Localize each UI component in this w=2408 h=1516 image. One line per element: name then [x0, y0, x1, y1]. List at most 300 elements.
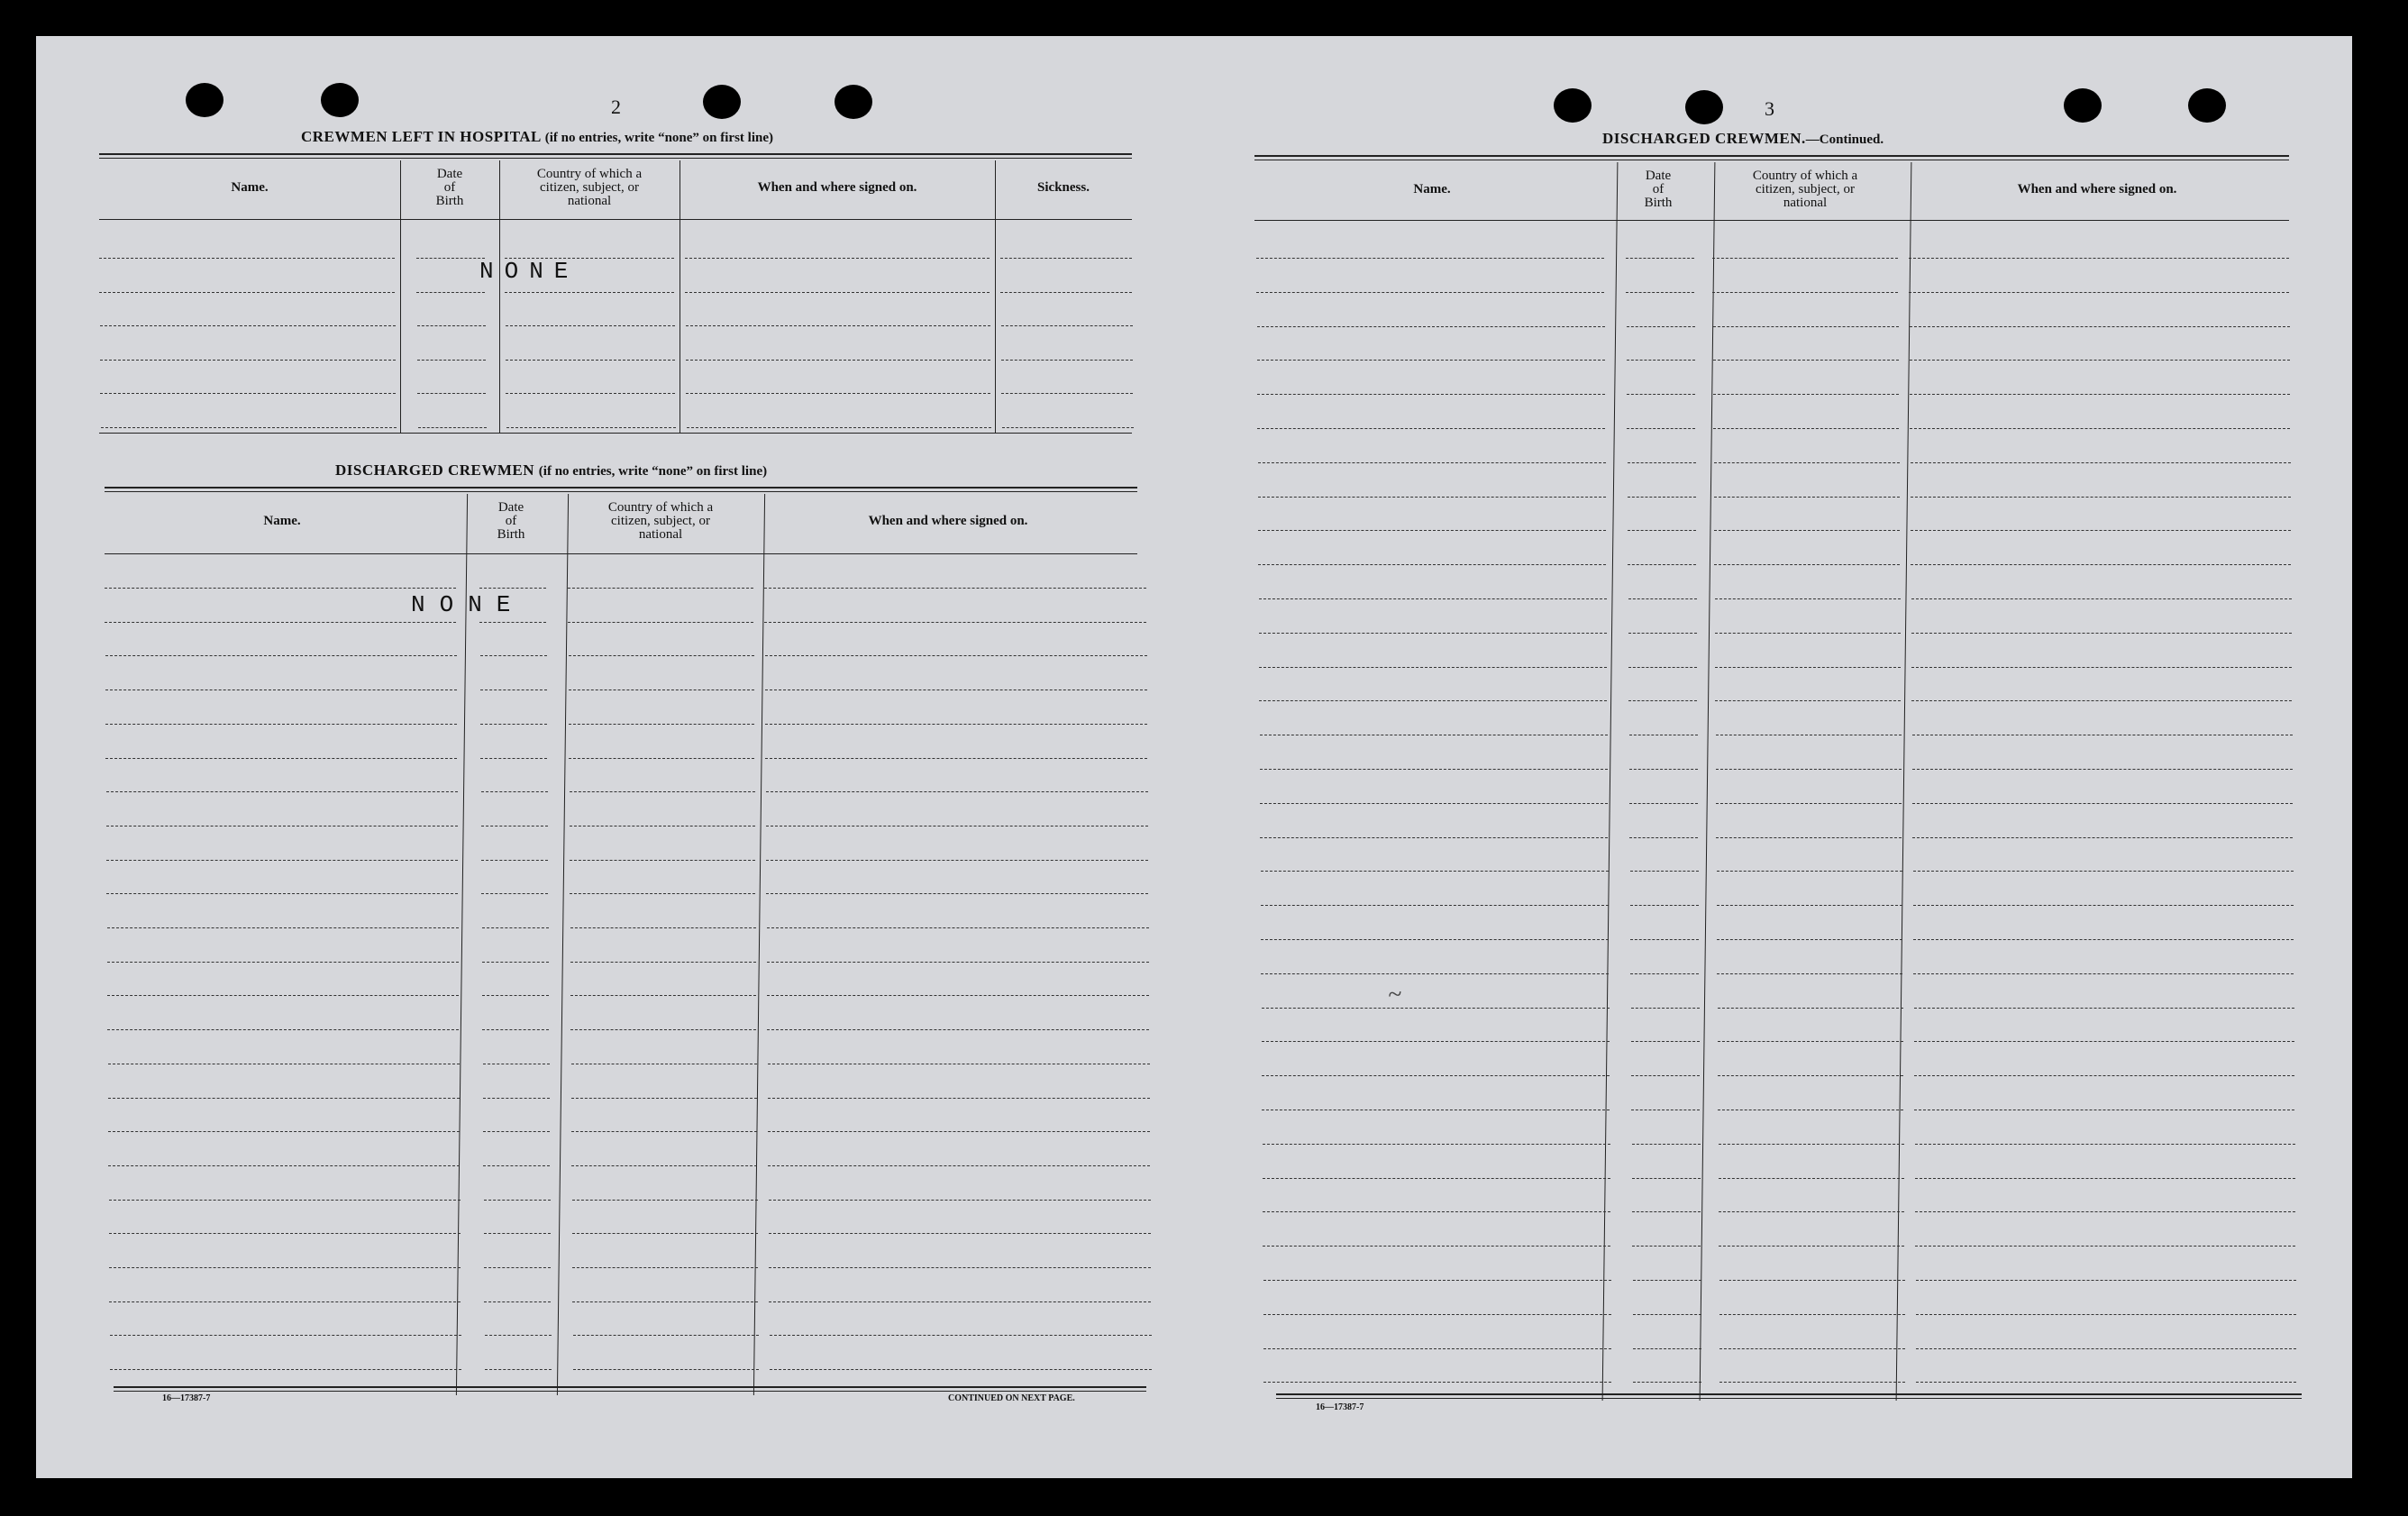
entry-row-line: [1629, 803, 1698, 804]
entry-row-line: [1719, 1211, 1904, 1212]
entry-row-line: [506, 427, 676, 428]
col-header-country: [562, 501, 759, 542]
header-rule: [1254, 220, 2289, 221]
dob-line: Date: [436, 167, 463, 181]
entry-row-line: [1628, 700, 1697, 701]
entry-row-line: [571, 1098, 757, 1099]
entry-row-line: [764, 588, 1146, 589]
col-header-dob: [400, 168, 499, 208]
entry-row-line: [107, 995, 459, 996]
entry-row-line: [1261, 939, 1609, 940]
entry-row-line: [1718, 1041, 1903, 1042]
entry-row-line: [573, 1369, 759, 1370]
entry-row-line: [110, 1335, 461, 1336]
entry-row-line: [1912, 803, 2293, 804]
entry-row-line: [109, 1267, 461, 1268]
entry-row-line: [107, 962, 459, 963]
dob-line: of: [1652, 182, 1665, 196]
entry-row-line: [1715, 598, 1901, 599]
entry-row-line: [770, 1335, 1152, 1336]
entry-row-line: [106, 860, 458, 861]
entry-row-line: [1715, 667, 1901, 668]
entry-row-line: [1630, 973, 1699, 974]
entry-row-line: [686, 325, 990, 326]
country-line: national: [1783, 196, 1828, 210]
entry-row-line: [506, 325, 675, 326]
entry-row-line: [570, 927, 756, 928]
entry-row-line: [1633, 1280, 1701, 1281]
entry-row-line: [1000, 258, 1132, 259]
entry-row-line: [570, 893, 755, 894]
entry-row-line: [417, 393, 486, 394]
entry-row-line: [1257, 394, 1605, 395]
entry-row-line: [106, 791, 458, 792]
entry-row-line: [1916, 1348, 2296, 1349]
punch-hole: [1685, 90, 1723, 124]
entry-row-line: [1913, 939, 2294, 940]
discharged-section-title: [335, 461, 767, 479]
punch-hole: [2064, 88, 2102, 123]
entry-row-line: [483, 1098, 550, 1099]
entry-row-line: [1633, 1348, 1701, 1349]
entry-row-line: [1263, 1280, 1611, 1281]
col-header-signed-on: When and where signed on.: [757, 180, 917, 195]
entry-row-line: [1632, 1246, 1701, 1247]
entry-row-line: [1911, 530, 2291, 531]
continued-title-text: DISCHARGED CREWMEN.: [1602, 130, 1806, 147]
entry-row-line: [1632, 1211, 1701, 1212]
entry-row-line: [687, 427, 991, 428]
entry-row-line: [1715, 700, 1901, 701]
hospital-instruction: (if no entries, write “none” on first line): [544, 131, 773, 145]
entry-row-line: [1911, 598, 2292, 599]
entry-row-line: [1910, 360, 2290, 361]
entry-row-line: [1260, 837, 1608, 838]
entry-row-line: [1259, 598, 1607, 599]
entry-row-line: [482, 995, 549, 996]
entry-row-line: [569, 758, 754, 759]
entry-row-line: [1718, 1008, 1903, 1009]
entry-row-line: [571, 1131, 757, 1132]
entry-row-line: [1713, 394, 1899, 395]
entry-row-line: [1912, 837, 2293, 838]
entry-row-line: [1909, 292, 2289, 293]
entry-row-line: [1712, 258, 1898, 259]
country-line: citizen, subject, or: [611, 514, 710, 528]
faint-handwritten-mark: ~: [1386, 980, 1403, 1009]
entry-row-line: [484, 1233, 551, 1234]
country-line: citizen, subject, or: [540, 180, 639, 195]
country-line: national: [567, 194, 612, 208]
entry-row-line: [1717, 871, 1902, 872]
entry-row-line: [505, 292, 674, 293]
entry-row-line: [483, 1165, 550, 1166]
entry-row-line: [1256, 292, 1604, 293]
entry-row-line: [1632, 1178, 1701, 1179]
entry-row-line: [1913, 871, 2294, 872]
entry-row-line: [568, 588, 753, 589]
page-number: 3: [1765, 97, 1774, 120]
entry-row-line: [484, 1301, 551, 1302]
entry-row-line: [765, 655, 1147, 656]
entry-row-line: [1628, 462, 1696, 463]
entry-row-line: [1719, 1144, 1904, 1145]
entry-row-line: [416, 258, 485, 259]
punch-hole: [2188, 88, 2226, 123]
entry-row-line: [769, 1301, 1151, 1302]
entry-row-line: [569, 724, 754, 725]
entry-row-line: [1263, 1178, 1610, 1179]
col-header-name: Name.: [263, 514, 301, 528]
entry-row-line: [1263, 1382, 1611, 1383]
entry-row-line: [766, 893, 1148, 894]
column-divider: [1602, 162, 1619, 1401]
entry-row-line: [1257, 360, 1605, 361]
entry-row-line: [1718, 1075, 1903, 1076]
entry-row-line: [1909, 258, 2289, 259]
entry-row-line: [1714, 497, 1900, 498]
form-number: 16—17387-7: [1316, 1402, 1364, 1412]
entry-row-line: [767, 995, 1149, 996]
entry-row-line: [1632, 1144, 1701, 1145]
entry-row-line: [1002, 427, 1134, 428]
entry-row-line: [1714, 530, 1900, 531]
entry-row-line: [1629, 769, 1698, 770]
entry-row-line: [1628, 633, 1697, 634]
none-stamp: NONE: [411, 591, 525, 618]
column-divider: [995, 160, 996, 433]
entry-row-line: [1914, 1008, 2294, 1009]
entry-row-line: [108, 1131, 460, 1132]
entry-row-line: [483, 1131, 550, 1132]
col-header-country: [1707, 169, 1903, 210]
entry-row-line: [1716, 803, 1902, 804]
entry-row-line: [1717, 973, 1902, 974]
column-divider: [753, 494, 765, 1395]
entry-row-line: [1258, 564, 1606, 565]
dob-line: Date: [497, 500, 524, 515]
col-header-name: Name.: [1413, 182, 1451, 196]
entry-row-line: [686, 360, 990, 361]
entry-row-line: [1263, 1348, 1611, 1349]
entry-row-line: [1262, 1008, 1610, 1009]
entry-row-line: [1627, 326, 1695, 327]
entry-row-line: [101, 427, 397, 428]
entry-row-line: [1915, 1144, 2295, 1145]
section-rule: [99, 153, 1132, 159]
entry-row-line: [1260, 769, 1608, 770]
entry-row-line: [1631, 1041, 1700, 1042]
entry-row-line: [766, 860, 1148, 861]
entry-row-line: [1262, 1075, 1610, 1076]
entry-row-line: [1714, 462, 1900, 463]
entry-row-line: [1627, 428, 1695, 429]
entry-row-line: [1259, 667, 1607, 668]
dob-line: Birth: [497, 527, 525, 542]
entry-row-line: [570, 962, 756, 963]
entry-row-line: [1911, 667, 2292, 668]
section-rule: [105, 487, 1137, 492]
entry-row-line: [480, 758, 547, 759]
entry-row-line: [767, 927, 1149, 928]
dob-line: of: [443, 180, 456, 195]
entry-row-line: [769, 1233, 1151, 1234]
entry-row-line: [1716, 769, 1902, 770]
entry-row-line: [485, 1335, 552, 1336]
entry-row-line: [1715, 633, 1901, 634]
discharged-instruction: (if no entries, write “none” on first line): [538, 464, 768, 479]
entry-row-line: [571, 1165, 757, 1166]
entry-row-line: [1259, 700, 1607, 701]
country-line: Country of which a: [1752, 169, 1858, 183]
entry-row-line: [1911, 700, 2292, 701]
entry-row-line: [570, 995, 756, 996]
entry-row-line: [481, 893, 548, 894]
entry-row-line: [1719, 1246, 1904, 1247]
entry-row-line: [1629, 837, 1698, 838]
entry-row-line: [768, 1165, 1150, 1166]
entry-row-line: [481, 860, 548, 861]
entry-row-line: [479, 622, 546, 623]
entry-row-line: [480, 724, 547, 725]
dob-line: Birth: [435, 194, 464, 208]
entry-row-line: [1261, 905, 1609, 906]
entry-row-line: [1630, 939, 1699, 940]
entry-row-line: [1717, 939, 1902, 940]
entry-row-line: [1914, 1075, 2294, 1076]
entry-row-line: [105, 724, 457, 725]
entry-row-line: [768, 1098, 1150, 1099]
entry-row-line: [1262, 1041, 1610, 1042]
entry-row-line: [1263, 1144, 1610, 1145]
entry-row-line: [767, 962, 1149, 963]
entry-row-line: [1628, 530, 1696, 531]
punch-hole: [186, 83, 223, 117]
entry-row-line: [570, 860, 755, 861]
entry-row-line: [506, 393, 675, 394]
entry-row-line: [1713, 428, 1899, 429]
entry-row-line: [1261, 973, 1609, 974]
entry-row-line: [105, 758, 457, 759]
entry-row-line: [1913, 973, 2294, 974]
entry-row-line: [1630, 905, 1699, 906]
entry-row-line: [569, 655, 754, 656]
entry-row-line: [769, 1267, 1151, 1268]
entry-row-line: [1911, 564, 2291, 565]
entry-row-line: [769, 1200, 1151, 1201]
entry-row-line: [685, 258, 990, 259]
col-header-name: Name.: [231, 180, 269, 195]
entry-row-line: [765, 758, 1147, 759]
entry-row-line: [100, 360, 396, 361]
entry-row-line: [99, 292, 395, 293]
dob-line: Birth: [1644, 196, 1673, 210]
discharged-title-text: DISCHARGED CREWMEN: [335, 461, 535, 479]
entry-row-line: [1000, 292, 1132, 293]
entry-row-line: [1915, 1178, 2295, 1179]
entry-row-line: [1626, 292, 1694, 293]
entry-row-line: [1258, 462, 1606, 463]
table-bottom-rule: [1276, 1393, 2302, 1399]
entry-row-line: [764, 622, 1146, 623]
country-line: national: [638, 527, 683, 542]
entry-row-line: [1716, 837, 1902, 838]
entry-row-line: [417, 360, 486, 361]
entry-row-line: [1263, 1211, 1610, 1212]
entry-row-line: [1911, 497, 2291, 498]
entry-row-line: [766, 791, 1148, 792]
entry-row-line: [1260, 803, 1608, 804]
entry-row-line: [1914, 1041, 2294, 1042]
entry-row-line: [1263, 1246, 1610, 1247]
entry-row-line: [770, 1369, 1152, 1370]
entry-row-line: [1633, 1314, 1701, 1315]
col-header-country: [499, 168, 680, 208]
entry-row-line: [480, 655, 547, 656]
entry-row-line: [485, 1369, 552, 1370]
entry-row-line: [1628, 564, 1696, 565]
entry-row-line: [768, 1131, 1150, 1132]
entry-row-line: [1915, 1211, 2295, 1212]
entry-row-line: [570, 1029, 756, 1030]
page-number: 2: [611, 96, 621, 118]
entry-row-line: [109, 1301, 461, 1302]
punch-hole: [321, 83, 359, 117]
entry-row-line: [106, 893, 458, 894]
entry-row-line: [1713, 360, 1899, 361]
entry-row-line: [572, 1301, 758, 1302]
discharged-continued-title: [1602, 130, 1884, 148]
entry-row-line: [1714, 564, 1900, 565]
entry-row-line: [572, 1233, 758, 1234]
hospital-title-text: CREWMEN LEFT IN HOSPITAL: [301, 128, 541, 145]
entry-row-line: [1719, 1280, 1905, 1281]
country-line: Country of which a: [607, 500, 714, 515]
entry-row-line: [1256, 258, 1604, 259]
entry-row-line: [109, 1200, 461, 1201]
entry-row-line: [1257, 326, 1605, 327]
entry-row-line: [572, 1267, 758, 1268]
entry-row-line: [1910, 394, 2290, 395]
entry-row-line: [1627, 394, 1695, 395]
table-bottom-rule: [114, 1386, 1146, 1392]
entry-row-line: [1258, 497, 1606, 498]
column-divider: [557, 494, 569, 1395]
punch-hole: [703, 85, 741, 119]
entry-row-line: [1627, 360, 1695, 361]
entry-row-line: [1001, 360, 1133, 361]
col-header-signed-on: When and where signed on.: [868, 514, 1028, 528]
entry-row-line: [1633, 1382, 1701, 1383]
entry-row-line: [105, 622, 456, 623]
continued-note: CONTINUED ON NEXT PAGE.: [948, 1393, 1075, 1403]
column-divider: [499, 160, 500, 433]
entry-row-line: [572, 1200, 758, 1201]
entry-row-line: [416, 292, 485, 293]
entry-row-line: [1001, 393, 1133, 394]
entry-row-line: [1911, 633, 2292, 634]
entry-row-line: [1913, 905, 2294, 906]
entry-row-line: [1719, 1314, 1905, 1315]
entry-row-line: [482, 927, 549, 928]
entry-row-line: [1630, 871, 1699, 872]
entry-row-line: [105, 655, 457, 656]
entry-row-line: [482, 962, 549, 963]
entry-row-line: [484, 1267, 551, 1268]
entry-row-line: [1719, 1382, 1905, 1383]
entry-row-line: [109, 1233, 461, 1234]
entry-row-line: [1911, 462, 2291, 463]
entry-row-line: [1719, 1178, 1904, 1179]
entry-row-line: [570, 791, 755, 792]
col-header-dob: [1610, 169, 1707, 210]
entry-row-line: [685, 292, 990, 293]
entry-row-line: [107, 1029, 459, 1030]
country-line: Country of which a: [536, 167, 643, 181]
entry-row-line: [1628, 598, 1697, 599]
entry-row-line: [506, 360, 675, 361]
entry-row-line: [1001, 325, 1133, 326]
form-number: 16—17387-7: [162, 1393, 211, 1403]
entry-row-line: [686, 393, 990, 394]
column-divider: [1896, 162, 1912, 1401]
entry-row-line: [1915, 1246, 2295, 1247]
entry-row-line: [482, 1029, 549, 1030]
table-bottom-rule: [99, 433, 1132, 434]
entry-row-line: [481, 791, 548, 792]
entry-row-line: [1628, 497, 1696, 498]
entry-row-line: [1628, 667, 1697, 668]
entry-row-line: [568, 622, 753, 623]
column-divider: [456, 494, 468, 1395]
entry-row-line: [105, 588, 456, 589]
header-rule: [99, 219, 1132, 220]
hospital-section-title: [301, 128, 773, 146]
punch-hole: [1554, 88, 1592, 123]
column-divider: [1700, 162, 1716, 1401]
entry-row-line: [99, 258, 395, 259]
section-rule: [1254, 155, 2289, 160]
entry-row-line: [765, 724, 1147, 725]
entry-row-line: [100, 325, 396, 326]
entry-row-line: [1712, 292, 1898, 293]
entry-row-line: [1916, 1314, 2296, 1315]
entry-row-line: [479, 588, 546, 589]
document-sheet: [36, 36, 2352, 1478]
entry-row-line: [573, 1335, 759, 1336]
entry-row-line: [1912, 769, 2293, 770]
entry-row-line: [1916, 1280, 2296, 1281]
entry-row-line: [417, 325, 486, 326]
dob-line: Date: [1645, 169, 1672, 183]
entry-row-line: [110, 1369, 461, 1370]
entry-row-line: [1631, 1075, 1700, 1076]
punch-hole: [835, 85, 872, 119]
entry-row-line: [108, 1098, 460, 1099]
entry-row-line: [1910, 326, 2290, 327]
entry-row-line: [1259, 633, 1607, 634]
col-header-dob: [461, 501, 561, 542]
entry-row-line: [418, 427, 487, 428]
entry-row-line: [108, 1165, 460, 1166]
col-header-signed-on: When and where signed on.: [2017, 182, 2177, 196]
entry-row-line: [100, 393, 396, 394]
entry-row-line: [1717, 905, 1902, 906]
none-stamp: NONE: [479, 258, 579, 285]
entry-row-line: [1257, 428, 1605, 429]
continued-suffix: —Continued.: [1805, 132, 1884, 147]
entry-row-line: [1263, 1314, 1611, 1315]
